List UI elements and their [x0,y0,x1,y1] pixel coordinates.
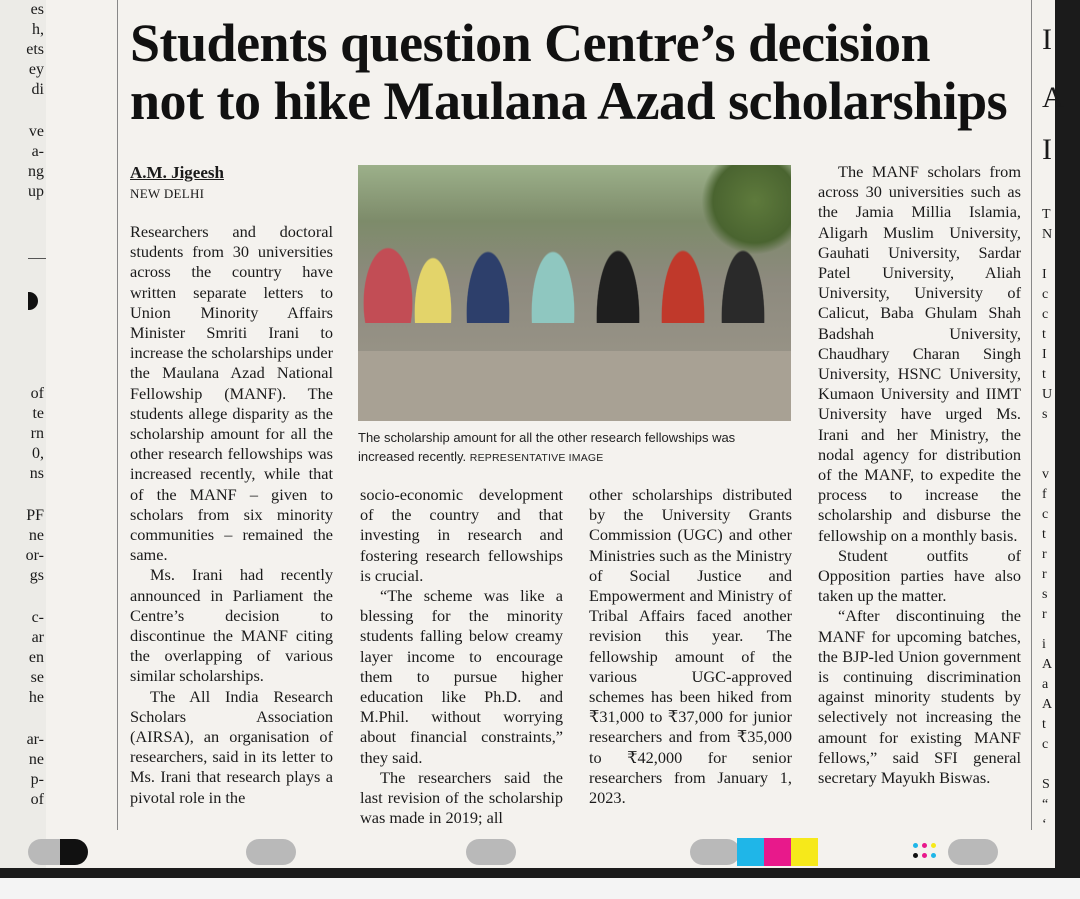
left-fragment: ne [28,527,44,544]
right-fragment: I [1042,133,1052,166]
column-divider-left [117,0,118,830]
paragraph: “After discontinuing the MANF for upcoming batches, the BJP-led Union government is continuing discrimination against minority students by selectively not increasing the amount for existing MANF fellows,” said SFI general secretary Mayukh Biswas. [818,606,1021,788]
right-fragment: A [1042,81,1064,114]
right-fragment: I [1042,347,1047,362]
left-fragment: ar- [26,731,44,748]
registration-black-mark [60,839,88,865]
paragraph: other scholarships distributed by the University Grants Commission (UGC) and other Ministries such as the Ministry of Social Justice and Empowerment and Ministry of Tribal Affairs faced another revision this year. The fellowship amount of the various UGC-approved schemes has been hiked from ₹31,000 to ₹37,000 for junior researchers and from ₹35,000 to ₹42,000 for senior researchers from January 1, 2023. [589,485,792,808]
registration-pill [948,839,998,865]
column-rule [28,258,46,259]
left-fragment: en [28,649,44,666]
left-fragment: ve [28,123,44,140]
right-fragment: v [1042,467,1049,482]
bottom-band [0,878,1080,899]
article-column-2 [360,485,563,828]
left-fragment: es [30,1,44,18]
registration-pill [690,839,740,865]
caption-text: The scholarship amount for all the other research fellowships was increased recently. [358,430,736,464]
right-fragment: c [1042,307,1049,322]
right-fragment: c [1042,737,1049,752]
right-fragment: S [1042,777,1050,792]
left-fragment: up [28,183,44,200]
right-fragment: r [1042,567,1047,582]
dateline: NEW DELHI [130,186,205,201]
left-fragment: ey [28,61,44,78]
print-registration-bar [28,836,1032,868]
right-fragment: c [1042,287,1049,302]
left-fragment: or- [25,547,44,564]
byline: A.M. Jigeesh [130,163,224,182]
right-fragment: ‘ [1042,817,1047,832]
left-fragment: h, [32,21,44,38]
right-fragment: T [1042,207,1051,222]
headline-line-1: Students question Centre’s decision [130,13,931,73]
paragraph: The All India Research Scholars Association (AIRSA), an organisation of researchers, said in its letter to Ms. Irani that research plays a pivotal role in the [130,686,333,807]
right-fragment: a [1042,677,1049,692]
paragraph: The researchers said the last revision of the scholarship was made in 2019; all [360,767,563,828]
right-fragment: I [1042,23,1052,56]
left-fragment: 0, [32,445,44,462]
bullet-mark [28,292,38,310]
right-fragment: t [1042,327,1046,342]
paragraph: Researchers and doctoral students from 30 universities across the country have written separate letters to Union Minority Affairs Minister Smriti Irani to increase the scholarships under the Maulana Azad National Fellowship (MANF). The students allege disparity as the scholarship amount for all the other research fellowships was increased recently, while that of the MANF – given to scholars from six minority communities – remained the same. [130,222,333,565]
left-fragment: rn [30,425,44,442]
left-fragment: ns [29,465,44,482]
paragraph: Student outfits of Opposition parties have also taken up the matter. [818,545,1021,606]
left-fragment: ar [31,629,44,646]
left-fragment: se [30,669,44,686]
right-fragment: i [1042,637,1046,652]
photo-road [358,351,791,421]
right-fragment: A [1042,657,1053,672]
article-column-4 [818,162,1021,788]
headline-line-2: not to hike Maulana Azad scholarships [130,71,1008,131]
right-fragment: A [1042,697,1053,712]
right-fragment: r [1042,547,1047,562]
left-fragment: of [30,791,44,808]
left-fragment: of [30,385,44,402]
adjacent-column-right [1032,0,1064,868]
photo-crowd [358,203,791,323]
screen-bottom-edge [0,868,1080,899]
photo-caption [358,428,791,468]
paragraph: The MANF scholars from across 30 universities such as the Jamia Millia Islamia, Aligarh Muslim University, Gauhati University, Sardar Patel University, Aliah University, University of Calicut, Baba Ghulam Shah Badshah University, Chaudhary Charan Singh University, HSNC University, Kumaon University and IIMT University have urged Ms. Irani and her Ministry, the nodal agency for distribution of the MANF, to expedite the process to increase the scholarship and disburse the fellowship on a monthly basis. [818,162,1021,545]
right-fragment: t [1042,717,1046,732]
right-fragment: U [1042,387,1053,402]
registration-pill [246,839,296,865]
right-fragment: t [1042,367,1046,382]
adjacent-column-left [0,0,46,868]
left-fragment: p- [30,771,44,788]
right-fragment: t [1042,527,1046,542]
yellow-swatch [791,838,818,866]
right-fragment: f [1042,487,1047,502]
left-fragment: te [32,405,44,422]
right-fragment: “ [1042,797,1049,812]
left-fragment: ne [28,751,44,768]
registration-pill [466,839,516,865]
paragraph: “The scheme was like a blessing for the minority students falling below creamy layer income to encourage them to pursue higher education like Ph.D. and M.Phil. without worrying about financial constraints,” they said. [360,586,563,767]
left-fragment: ng [28,163,44,180]
left-fragment: di [31,81,44,98]
paragraph: Ms. Irani had recently announced in Parliament the Centre’s decision to discontinue the MANF citing the overlapping of various similar scholarships. [130,565,333,686]
photo-credit: REPRESENTATIVE IMAGE [469,452,604,464]
left-fragment: ets [26,41,44,58]
left-fragment: gs [29,567,44,584]
article-column-3 [589,485,792,808]
right-fragment: I [1042,267,1047,282]
cyan-swatch [737,838,764,866]
right-fragment: s [1042,587,1048,602]
left-fragment: a- [31,143,44,160]
paragraph: socio-economic development of the country and that investing in research and fostering research fellowships is crucial. [360,485,563,585]
right-fragment: N [1042,227,1053,242]
left-fragment: c- [31,609,44,626]
article-photo [358,165,791,421]
left-fragment: PF [26,507,44,524]
article-column-1 [130,222,333,808]
magenta-swatch [764,838,791,866]
left-fragment: he [28,689,44,706]
right-fragment: s [1042,407,1048,422]
right-fragment: c [1042,507,1049,522]
right-fragment: r [1042,607,1047,622]
article-headline [130,14,1030,130]
registration-dots [911,842,945,864]
